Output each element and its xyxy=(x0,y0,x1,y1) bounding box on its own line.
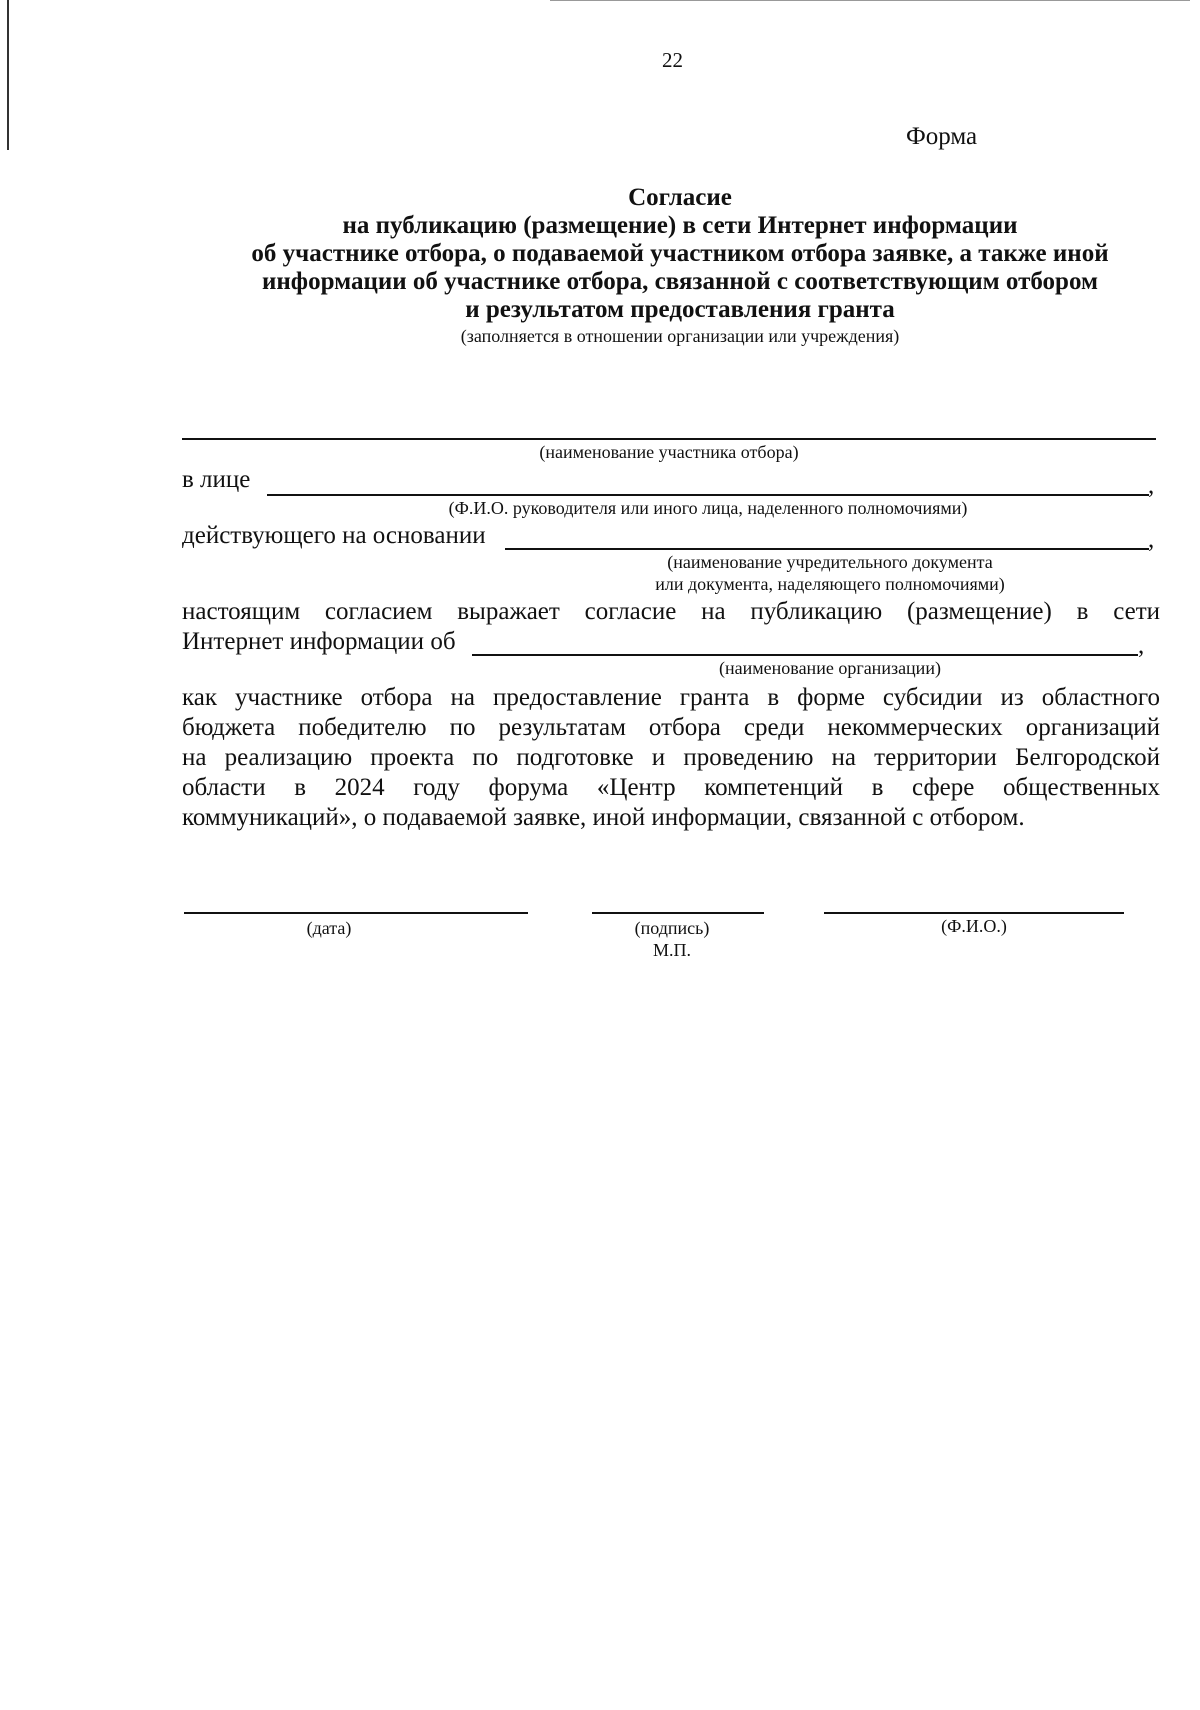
basis-caption-2: или документа, наделяющего полномочиями) xyxy=(655,574,1005,594)
in-person-label: в лице xyxy=(182,466,251,493)
basis-field[interactable] xyxy=(505,548,1149,550)
subtitle-note: (заполняется в отношении организации или учреждения) xyxy=(460,326,900,346)
basis-caption-1: (наименование учредительного документа xyxy=(667,552,993,572)
participant-name-field[interactable] xyxy=(182,438,1156,440)
consent-line-2-label: Интернет информации об xyxy=(182,628,456,655)
basis-label: действующего на основании xyxy=(182,522,486,549)
date-field[interactable] xyxy=(184,912,528,914)
date-caption: (дата) xyxy=(306,918,352,938)
scan-top-edge xyxy=(550,0,1190,1)
title-line-3: об участнике отбора, о подаваемой участником отбора заявке, а также иной xyxy=(251,240,1109,267)
organization-name-field[interactable] xyxy=(472,654,1138,656)
title-line-2: на публикацию (размещение) в сети Интернет информации xyxy=(342,212,1018,239)
form-label: Форма xyxy=(906,123,978,150)
fio-caption: (Ф.И.О.) xyxy=(941,916,1007,936)
organization-comma: , xyxy=(1138,632,1145,659)
scan-margin-line xyxy=(7,0,9,150)
body-line-2: бюджета победителю по результатам отбора среди некоммерческих организаций xyxy=(182,714,1160,741)
in-person-caption: (Ф.И.О. руководителя или иного лица, наделенного полномочиями) xyxy=(448,498,968,518)
organization-caption: (наименование организации) xyxy=(719,658,941,678)
body-line-5: коммуникаций», о подаваемой заявке, иной информации, связанной с отбором. xyxy=(182,804,1025,831)
basis-comma: , xyxy=(1148,526,1155,553)
in-person-comma: , xyxy=(1148,472,1155,499)
signature-field[interactable] xyxy=(592,912,764,914)
participant-caption: (наименование участника отбора) xyxy=(539,442,799,462)
page-number: 22 xyxy=(662,48,683,72)
signature-caption: (подпись) xyxy=(634,918,710,938)
fio-field[interactable] xyxy=(824,912,1124,914)
title-line-4: информации об участнике отбора, связанной с соответствующим отбором xyxy=(261,268,1098,295)
consent-line-1: настоящим согласием выражает согласие на публикацию (размещение) в сети xyxy=(182,598,1160,625)
title-line-5: и результатом предоставления гранта xyxy=(465,296,895,323)
title-line-1: Согласие xyxy=(628,184,732,211)
stamp-label: М.П. xyxy=(652,940,691,960)
body-line-1: как участнике отбора на предоставление гранта в форме субсидии из областного xyxy=(182,684,1160,711)
body-line-4: области в 2024 году форума «Центр компетенций в сфере общественных xyxy=(182,774,1160,801)
in-person-field[interactable] xyxy=(267,494,1149,496)
body-line-3: на реализацию проекта по подготовке и проведению на территории Белгородской xyxy=(182,744,1160,771)
